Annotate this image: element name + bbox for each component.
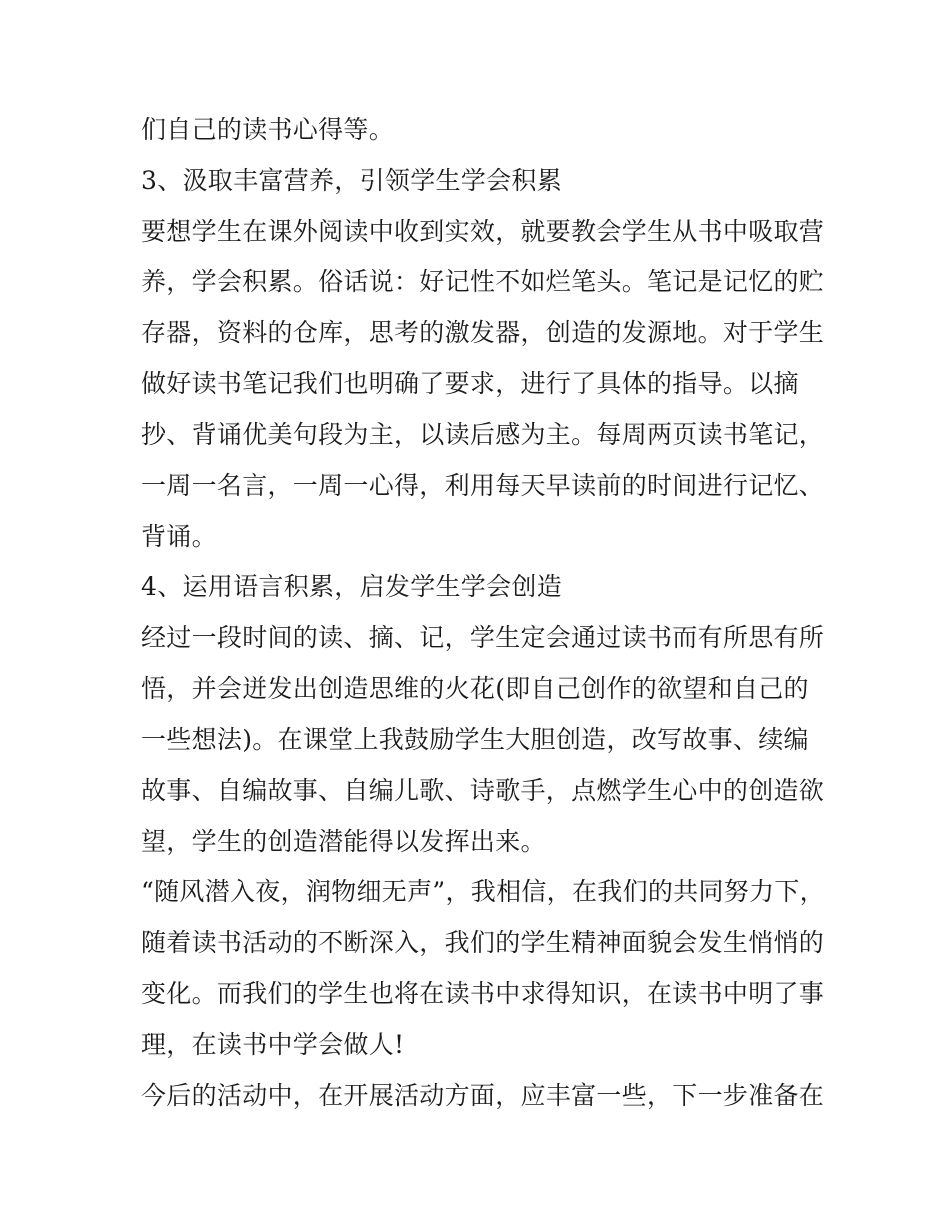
text-line: 经过一段时间的读、摘、记，学生定会通过读书而有所思有所 xyxy=(141,623,825,652)
text-line: 悟，并会迸发出创造思维的火花(即自己创作的欲望和自己的 xyxy=(141,674,809,703)
text-line: 要想学生在课外阅读中收到实效，就要教会学生从书中吸取营 xyxy=(141,217,825,246)
section-heading-3: 3、汲取丰富营养，引领学生学会积累 xyxy=(141,166,563,195)
text-line: 一些想法)。在课堂上我鼓励学生大胆创造，改写故事、续编 xyxy=(141,725,809,754)
text-line: 望，学生的创造潜能得以发挥出来。 xyxy=(141,827,546,856)
text-line: 做好读书笔记我们也明确了要求，进行了具体的指导。以摘 xyxy=(141,369,799,398)
text-line: 变化。而我们的学生也将在读书中求得知识，在读书中明了事 xyxy=(141,979,825,1008)
text-line: 今后的活动中，在开展活动方面，应丰富一些，下一步准备在 xyxy=(141,1081,825,1110)
text-line: 故事、自编故事、自编儿歌、诗歌手，点燃学生心中的创造欲 xyxy=(141,776,825,805)
text-line: 背诵。 xyxy=(141,522,217,551)
text-line: 存器，资料的仓库，思考的激发器，创造的发源地。对于学生 xyxy=(141,318,825,347)
text-line: 理，在读书中学会做人! xyxy=(141,1030,405,1059)
text-line: 一周一名言，一周一心得，利用每天早读前的时间进行记忆、 xyxy=(141,471,825,500)
text-line: “随风潜入夜，润物细无声”，我相信，在我们的共同努力下， xyxy=(141,877,825,906)
section-heading-4: 4、运用语言积累，启发学生学会创造 xyxy=(141,572,563,601)
text-line: 随着读书活动的不断深入，我们的学生精神面貌会发生悄悄的 xyxy=(141,928,825,957)
text-line: 抄、背诵优美句段为主，以读后感为主。每周两页读书笔记， xyxy=(141,420,825,449)
text-line: 养，学会积累。俗话说：好记性不如烂笔头。笔记是记忆的贮 xyxy=(141,267,825,296)
text-line: 们自己的读书心得等。 xyxy=(141,115,395,144)
